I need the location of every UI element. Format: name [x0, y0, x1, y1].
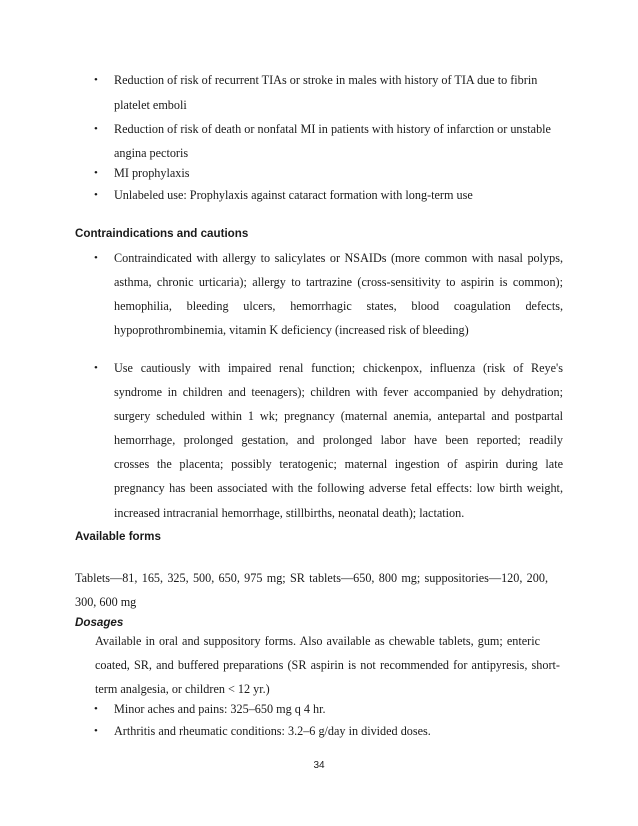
bullet-marker: • — [94, 252, 98, 264]
indication-line: platelet emboli — [114, 98, 187, 112]
dosage-item: Minor aches and pains: 325–650 mg q 4 hr. — [114, 702, 326, 716]
indication-line: Reduction of risk of death or nonfatal MI in patients with history of infarction or unstable — [114, 122, 551, 136]
dosage-item: Arthritis and rheumatic conditions: 3.2–6 g/day in divided doses. — [114, 724, 431, 738]
forms-line: 300, 600 mg — [75, 595, 137, 609]
bullet-marker: • — [94, 123, 98, 135]
bullet-marker: • — [94, 167, 98, 179]
caution-line: syndrome in children and teenagers); children with fever accompanied by dehydration; — [114, 385, 563, 399]
forms-line: Tablets—81, 165, 325, 500, 650, 975 mg; SR tablets—650, 800 mg; suppositories—120, 200, — [75, 571, 548, 585]
caution-line: increased intracranial hemorrhage, stillbirths, neonatal death); lactation. — [114, 506, 465, 520]
caution-line: crosses the placenta; possibly teratogenic; maternal ingestion of aspirin during late — [114, 457, 563, 471]
dosage-text-line: term analgesia, or children < 12 yr.) — [95, 682, 270, 696]
indication-line: MI prophylaxis — [114, 166, 190, 180]
bullet-marker: • — [94, 725, 98, 737]
caution-line: Use cautiously with impaired renal function; chickenpox, influenza (risk of Reye's — [114, 361, 563, 375]
available-forms-heading: Available forms — [75, 530, 161, 543]
contra-line: hypoprothrombinemia, vitamin K deficiency (increased risk of bleeding) — [114, 323, 469, 337]
dosage-text-line: coated, SR, and buffered preparations (SR aspirin is not recommended for antipyresis, short- — [95, 658, 560, 672]
bullet-marker: • — [94, 74, 98, 86]
contra-line: Contraindicated with allergy to salicylates or NSAIDs (more common with nasal polyps, — [114, 251, 563, 265]
indication-line: Reduction of risk of recurrent TIAs or stroke in males with history of TIA due to fibrin — [114, 73, 538, 87]
contra-line: asthma, chronic urticaria); allergy to tartrazine (cross-sensitivity to aspirin is common); — [114, 275, 563, 289]
contra-line: hemophilia, bleeding ulcers, hemorrhagic states, blood coagulation defects, — [114, 299, 563, 313]
page-number: 34 — [313, 760, 325, 771]
bullet-marker: • — [94, 362, 98, 374]
dosage-text-line: Available in oral and suppository forms. Also available as chewable tablets, gum; enteric — [95, 634, 540, 648]
indication-line: Unlabeled use: Prophylaxis against cataract formation with long-term use — [114, 188, 473, 202]
caution-line: surgery scheduled within 1 wk; pregnancy (maternal anemia, antepartal and postpartal — [114, 409, 563, 423]
bullet-marker: • — [94, 189, 98, 201]
contraindications-heading: Contraindications and cautions — [75, 227, 249, 240]
caution-line: pregnancy has been associated with the following adverse fetal effects: low birth weight, — [114, 481, 563, 495]
bullet-marker: • — [94, 703, 98, 715]
indication-line: angina pectoris — [114, 146, 189, 160]
dosages-heading: Dosages — [75, 616, 124, 629]
caution-line: hemorrhage, prolonged gestation, and prolonged labor have been reported; readily — [114, 433, 563, 447]
